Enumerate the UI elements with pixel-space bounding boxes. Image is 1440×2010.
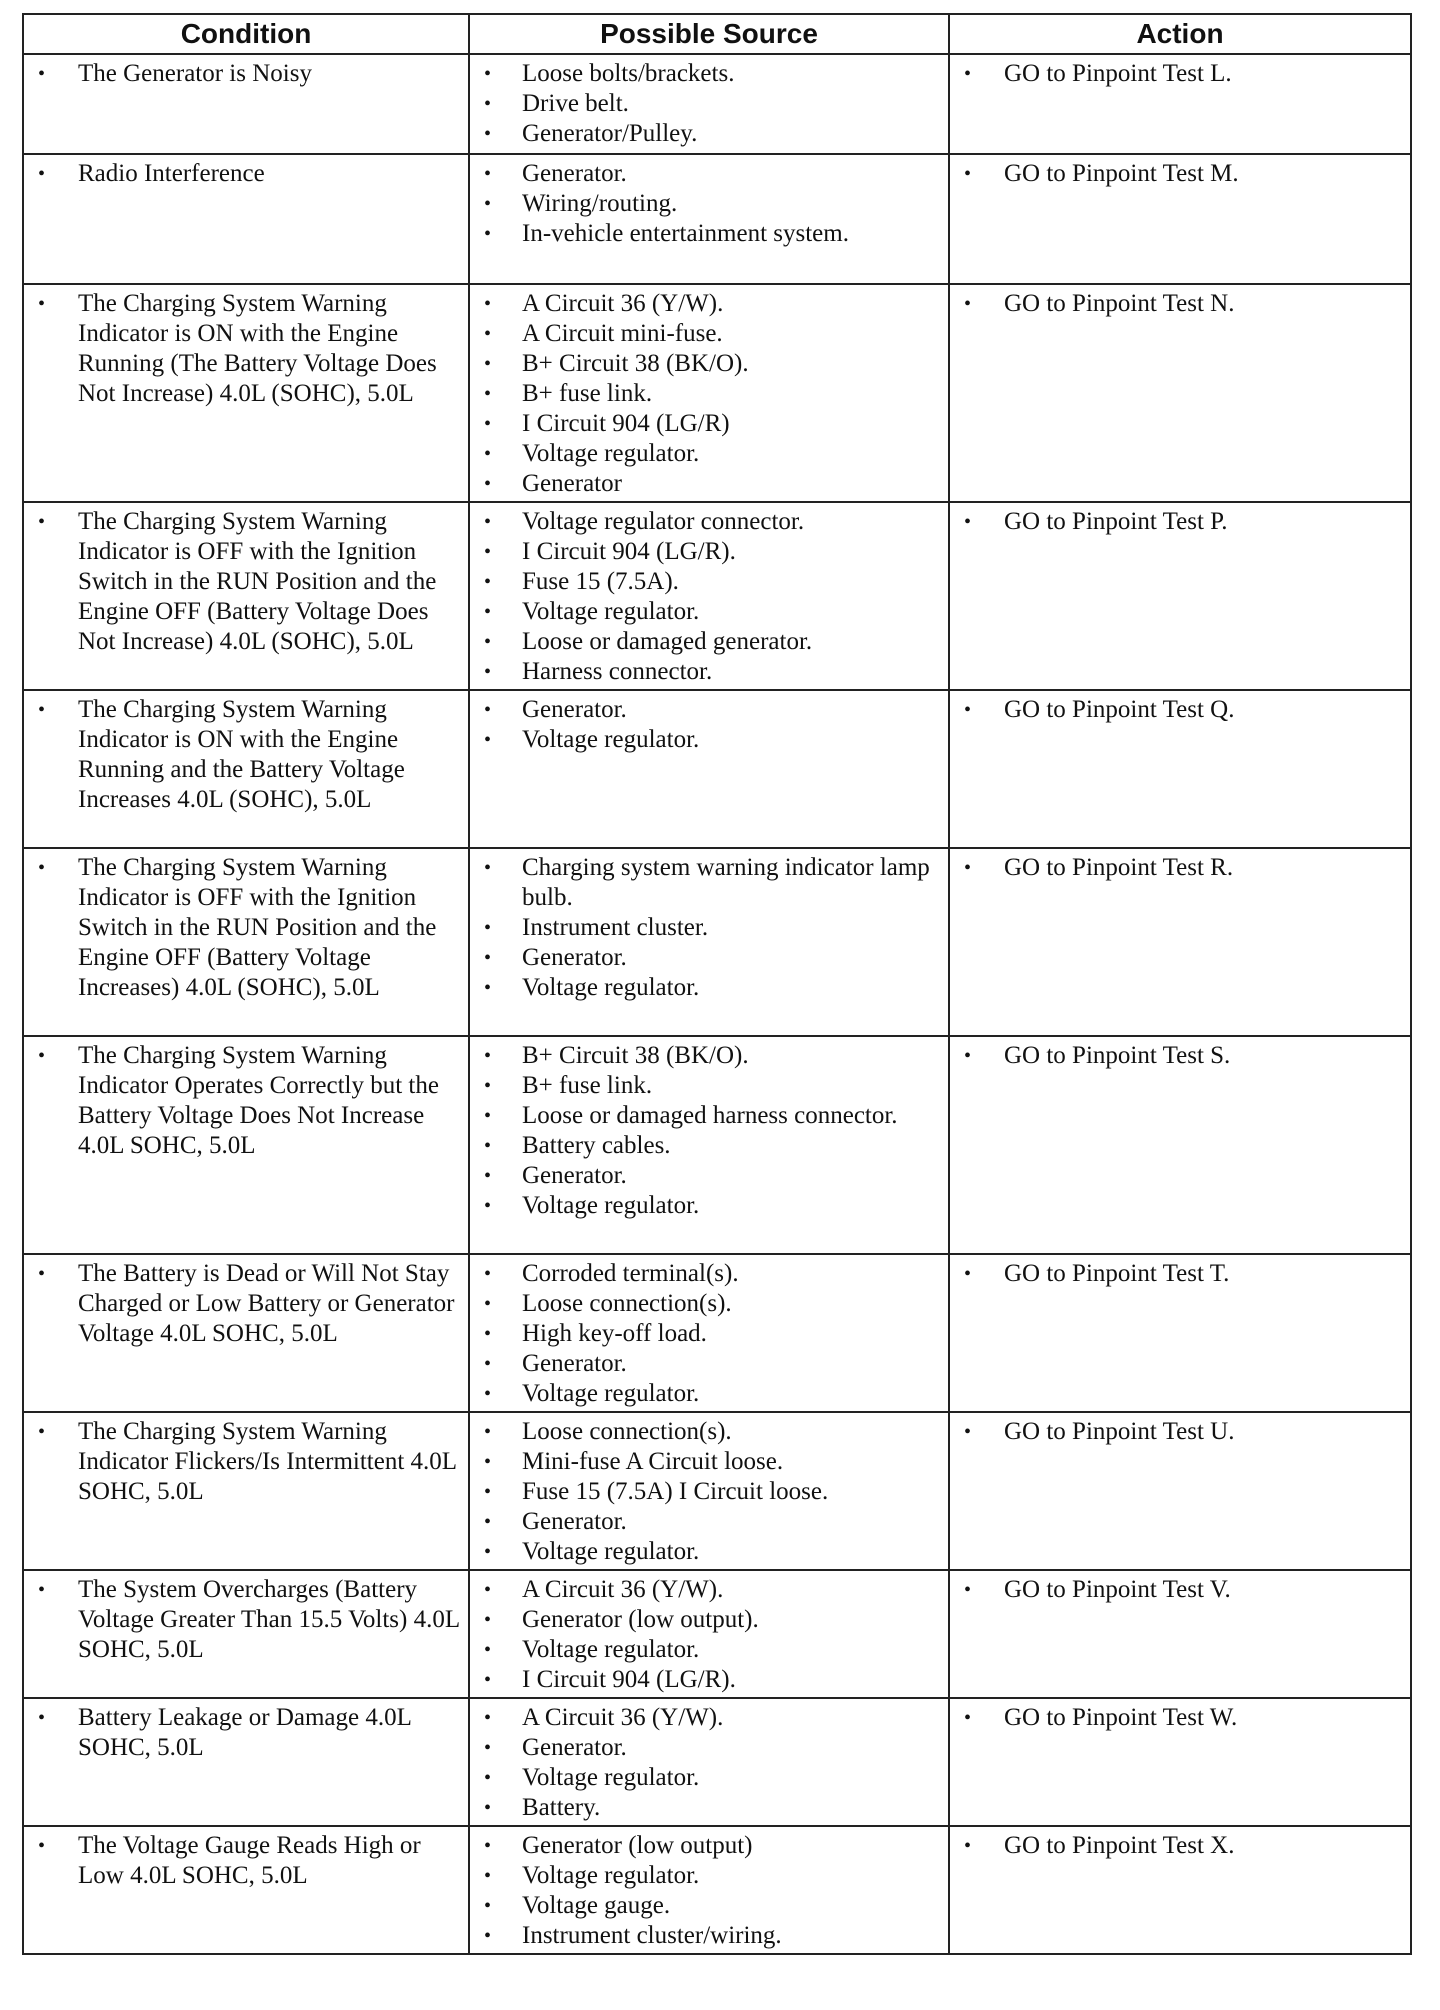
action-text: • GO to Pinpoint Test U. [958,1417,1402,1447]
table-row [23,502,1411,690]
source-item: • A Circuit mini-fuse. [478,319,940,349]
action-cell [949,154,1411,284]
possible-source-cell [469,1826,949,1954]
source-item: • Voltage regulator. [478,439,940,469]
source-item: • Drive belt. [478,89,940,119]
condition-text: • Radio Interference [32,159,460,189]
source-item: • Voltage regulator. [478,1537,940,1567]
source-item: • Loose connection(s). [478,1417,940,1447]
action-cell [949,1254,1411,1412]
action-cell [949,1698,1411,1826]
table-row [23,690,1411,848]
action-text: • GO to Pinpoint Test T. [958,1259,1402,1289]
condition-cell [23,1254,469,1412]
action-cell [949,284,1411,502]
condition-text: • The System Overcharges (Battery Voltage Greater Than 15.5 Volts) 4.0L SOHC, 5.0L [32,1575,460,1665]
condition-text: • The Charging System Warning Indicator is ON with the Engine Running (The Battery Voltage Does Not Increase) 4.0L (SOHC), 5.0L [32,289,460,409]
source-item: • Charging system warning indicator lamp bulb. [478,853,940,913]
source-item: • Voltage regulator connector. [478,507,940,537]
source-item: • Instrument cluster. [478,913,940,943]
table-row [23,1698,1411,1826]
table-row [23,1826,1411,1954]
table-row [23,1412,1411,1570]
header-row [23,14,1411,54]
source-item: • Voltage regulator. [478,1861,940,1891]
condition-cell [23,54,469,154]
diagnosis-table [22,13,1412,1955]
source-item: • Fuse 15 (7.5A) I Circuit loose. [478,1477,940,1507]
condition-text: • Battery Leakage or Damage 4.0L SOHC, 5.0L [32,1703,460,1763]
source-item: • Loose or damaged harness connector. [478,1101,940,1131]
action-text: • GO to Pinpoint Test Q. [958,695,1402,725]
action-text: • GO to Pinpoint Test P. [958,507,1402,537]
action-cell [949,1036,1411,1254]
source-item: • Generator. [478,159,940,189]
condition-text: • The Charging System Warning Indicator Flickers/Is Intermittent 4.0L SOHC, 5.0L [32,1417,460,1507]
table-row [23,54,1411,154]
source-item: • Voltage regulator. [478,973,940,1003]
condition-text: • The Voltage Gauge Reads High or Low 4.0L SOHC, 5.0L [32,1831,460,1891]
source-item: • Generator. [478,1733,940,1763]
source-item: • Voltage gauge. [478,1891,940,1921]
condition-cell [23,690,469,848]
action-cell [949,1412,1411,1570]
source-item: • Mini-fuse A Circuit loose. [478,1447,940,1477]
condition-text: • The Battery is Dead or Will Not Stay Charged or Low Battery or Generator Voltage 4.0L SOHC, 5.0L [32,1259,460,1349]
table-row [23,848,1411,1036]
source-item: • Generator (low output). [478,1605,940,1635]
source-item: • Generator. [478,695,940,725]
condition-cell [23,1698,469,1826]
source-item: • Wiring/routing. [478,189,940,219]
source-item: • B+ Circuit 38 (BK/O). [478,1041,940,1071]
condition-text: • The Generator is Noisy [32,59,460,89]
condition-cell [23,1570,469,1698]
possible-source-cell [469,690,949,848]
action-text: • GO to Pinpoint Test V. [958,1575,1402,1605]
source-item: • Generator [478,469,940,499]
source-item: • Generator (low output) [478,1831,940,1861]
possible-source-cell [469,154,949,284]
possible-source-cell [469,1412,949,1570]
source-item: • Generator. [478,1507,940,1537]
possible-source-cell [469,502,949,690]
possible-source-cell [469,54,949,154]
source-item: • B+ fuse link. [478,1071,940,1101]
source-item: • Instrument cluster/wiring. [478,1921,940,1951]
source-item: • Voltage regulator. [478,1191,940,1221]
action-text: • GO to Pinpoint Test N. [958,289,1402,319]
source-item: • Corroded terminal(s). [478,1259,940,1289]
source-item: • B+ fuse link. [478,379,940,409]
source-item: • A Circuit 36 (Y/W). [478,1575,940,1605]
source-item: • Battery. [478,1793,940,1823]
condition-cell [23,1826,469,1954]
source-item: • Battery cables. [478,1131,940,1161]
table-row [23,284,1411,502]
source-item: • Fuse 15 (7.5A). [478,567,940,597]
possible-source-cell [469,848,949,1036]
possible-source-cell [469,284,949,502]
source-item: • A Circuit 36 (Y/W). [478,289,940,319]
action-cell [949,848,1411,1036]
table-row [23,1254,1411,1412]
condition-cell [23,1412,469,1570]
condition-text: • The Charging System Warning Indicator Operates Correctly but the Battery Voltage Does Not Increase 4.0L SOHC, 5.0L [32,1041,460,1161]
source-item: • Loose bolts/brackets. [478,59,940,89]
source-item: • Loose connection(s). [478,1289,940,1319]
condition-cell [23,848,469,1036]
condition-header: Condition [23,14,469,54]
source-item: • B+ Circuit 38 (BK/O). [478,349,940,379]
source-item: • Voltage regulator. [478,597,940,627]
action-cell [949,690,1411,848]
action-text: • GO to Pinpoint Test M. [958,159,1402,189]
source-item: • Voltage regulator. [478,1635,940,1665]
possible-source-cell [469,1036,949,1254]
condition-cell [23,154,469,284]
action-cell [949,54,1411,154]
source-item: • I Circuit 904 (LG/R) [478,409,940,439]
source-item: • A Circuit 36 (Y/W). [478,1703,940,1733]
source-item: • Voltage regulator. [478,725,940,755]
possible-source-cell [469,1254,949,1412]
source-item: • Loose or damaged generator. [478,627,940,657]
action-text: • GO to Pinpoint Test X. [958,1831,1402,1861]
action-cell [949,1570,1411,1698]
source-item: • Generator/Pulley. [478,119,940,149]
possible-source-header: Possible Source [469,14,949,54]
table-row [23,1570,1411,1698]
action-cell [949,502,1411,690]
possible-source-cell [469,1570,949,1698]
action-text: • GO to Pinpoint Test S. [958,1041,1402,1071]
action-cell [949,1826,1411,1954]
condition-text: • The Charging System Warning Indicator is ON with the Engine Running and the Battery Voltage Increases 4.0L (SOHC), 5.0L [32,695,460,815]
source-item: • High key-off load. [478,1319,940,1349]
action-text: • GO to Pinpoint Test L. [958,59,1402,89]
source-item: • I Circuit 904 (LG/R). [478,537,940,567]
source-item: • Voltage regulator. [478,1379,940,1409]
condition-cell [23,1036,469,1254]
source-item: • Generator. [478,943,940,973]
condition-text: • The Charging System Warning Indicator is OFF with the Ignition Switch in the RUN Position and the Engine OFF (Battery Voltage Increases) 4.0L (SOHC), 5.0L [32,853,460,1003]
action-header: Action [949,14,1411,54]
source-item: • Harness connector. [478,657,940,687]
possible-source-cell [469,1698,949,1826]
source-item: • I Circuit 904 (LG/R). [478,1665,940,1695]
condition-cell [23,284,469,502]
condition-text: • The Charging System Warning Indicator is OFF with the Ignition Switch in the RUN Position and the Engine OFF (Battery Voltage Does Not Increase) 4.0L (SOHC), 5.0L [32,507,460,657]
source-item: • Generator. [478,1349,940,1379]
action-text: • GO to Pinpoint Test R. [958,853,1402,883]
table-row [23,1036,1411,1254]
source-item: • In-vehicle entertainment system. [478,219,940,249]
table-row [23,154,1411,284]
condition-cell [23,502,469,690]
source-item: • Voltage regulator. [478,1763,940,1793]
source-item: • Generator. [478,1161,940,1191]
action-text: • GO to Pinpoint Test W. [958,1703,1402,1733]
